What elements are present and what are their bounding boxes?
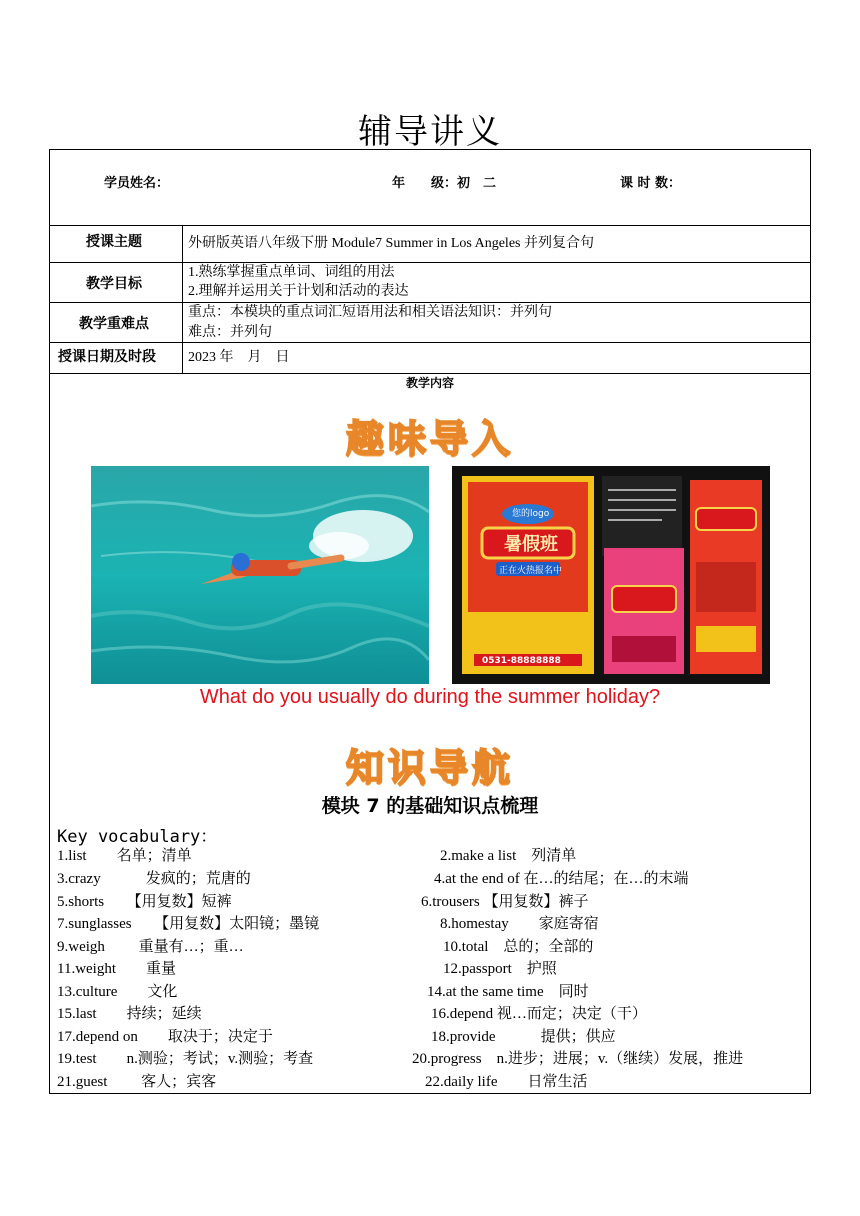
- table-divider: [49, 262, 811, 263]
- topic-label: 授课主题: [86, 234, 142, 250]
- vocab-item: 1.list 名单；清单: [57, 848, 192, 864]
- intro-title: 趣味导入: [345, 417, 514, 461]
- vocab-heading: Key vocabulary：: [57, 827, 218, 847]
- summer-class-poster: [452, 466, 770, 684]
- goal-label: 教学目标: [86, 276, 142, 292]
- date-value: 2023 年 月 日: [188, 350, 290, 365]
- vocab-item: 16.depend 视…而定；决定（干）: [431, 1006, 647, 1022]
- vocab-item: 21.guest 客人；宾客: [57, 1074, 217, 1090]
- hours-label: 课 时 数：: [620, 176, 682, 191]
- vocab-item: 11.weight 重量: [57, 961, 177, 977]
- vocab-item: 12.passport 护照: [443, 961, 557, 977]
- vocab-item: 13.culture 文化: [57, 984, 178, 1000]
- page-title: 辅导讲义: [358, 112, 502, 152]
- poster-title: 暑假班: [504, 534, 558, 555]
- goal-line: 1.熟练掌握重点单词、词组的用法: [188, 265, 395, 280]
- vocab-item: 10.total 总的；全部的: [443, 939, 594, 955]
- vocab-item: 14.at the same time 同时: [427, 984, 589, 1000]
- poster-subtitle: 正在火热报名中: [499, 566, 563, 576]
- module-heading: 模块 7 的基础知识点梳理: [321, 795, 539, 817]
- vocab-item: 4.at the end of 在…的结尾；在…的末端: [434, 871, 689, 887]
- vocab-item: 15.last 持续；延续: [57, 1006, 202, 1022]
- goal-line: 2.理解并运用关于计划和活动的表达: [188, 284, 409, 299]
- table-divider: [49, 342, 811, 343]
- vocab-item: 19.test n.测验；考试；v.测验；考查: [57, 1051, 314, 1067]
- content-heading: 教学内容: [405, 376, 454, 390]
- key-label: 教学重难点: [79, 316, 149, 332]
- student-name-label: 学员姓名：: [104, 176, 170, 191]
- vocab-item: 8.homestay 家庭寄宿: [440, 916, 599, 932]
- poster-logo: 您的logo: [512, 509, 550, 519]
- key-line: 重点：本模块的重点词汇短语用法和相关语法知识：并列句: [188, 305, 552, 320]
- vocab-item: 18.provide 提供；供应: [431, 1029, 616, 1045]
- vocab-item: 17.depend on 取决于；决定于: [57, 1029, 273, 1045]
- date-label: 授课日期及时段: [58, 349, 156, 365]
- table-divider: [49, 225, 811, 226]
- vocab-item: 2.make a list 列清单: [440, 848, 577, 864]
- vocab-item: 20.progress n.进步；进展；v.（继续）发展，推进: [412, 1051, 744, 1067]
- vocab-item: 22.daily life 日常生活: [425, 1074, 588, 1090]
- grade-label: 年 级：初 二: [392, 176, 497, 191]
- poster-phone: 0531-88888888: [482, 656, 561, 666]
- vocab-item: 6.trousers 【用复数】裤子: [421, 894, 589, 910]
- table-column-divider: [182, 225, 183, 373]
- vocab-item: 7.sunglasses 【用复数】太阳镜；墨镜: [57, 916, 320, 932]
- topic-value: 外研版英语八年级下册 Module7 Summer in Los Angeles 并列复合句: [188, 236, 594, 251]
- vocab-item: 5.shorts 【用复数】短裤: [57, 894, 232, 910]
- intro-question: What do you usually do during the summer holiday?: [199, 686, 661, 708]
- nav-title: 知识导航: [345, 746, 514, 790]
- vocab-item: 3.crazy 发疯的；荒唐的: [57, 871, 251, 887]
- vocab-item: 9.weigh 重量有…；重…: [57, 939, 244, 955]
- key-line: 难点：并列句: [188, 325, 272, 340]
- swimmer-photo: [91, 466, 429, 684]
